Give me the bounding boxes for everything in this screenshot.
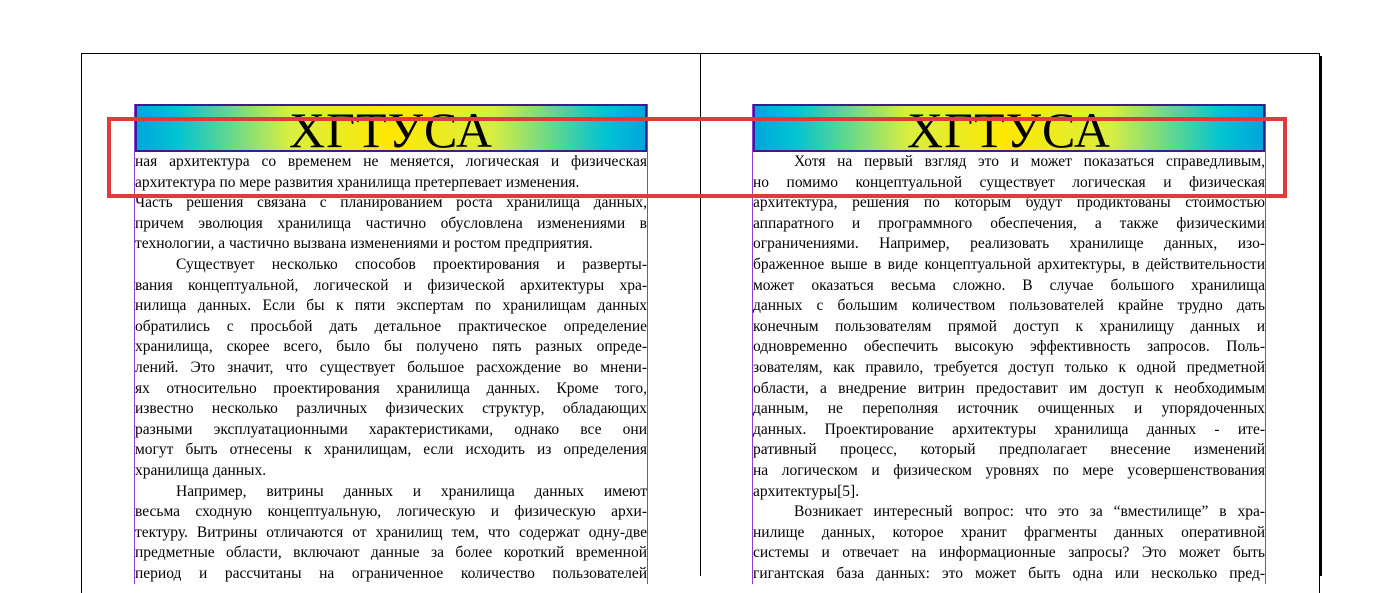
text-line: технологии, а частично вызвана изменениями и ростом предприятия. (135, 235, 593, 253)
text-line: ративный процесс, который предполагает внесение изменений (753, 441, 1265, 459)
text-line: архитектура, решения по которым будут продиктованы стоимостью (753, 194, 1265, 212)
text-line: вания концептуальной, логической и физической архитектуры хра- (135, 276, 647, 294)
selection-highlight-box (107, 117, 1287, 198)
text-line: ная архитектура со временем не меняется, логическая и физическая (135, 153, 647, 170)
text-line: области, а внедрение витрин предоставит им доступ к необходимым (753, 379, 1265, 397)
text-line: зователям, как правило, требуется доступ только к одной предметной (753, 358, 1265, 376)
text-line: известно несколько различных физических структур, обладающих (135, 400, 647, 418)
text-line: на логическом и физическом уровнях по мере усовершенствования (753, 461, 1265, 479)
text-line: нилище данных, которое хранит фрагменты данных оперативной (753, 523, 1265, 541)
left-page-body-text (135, 152, 647, 584)
left-page-header-title: ХГТУСА (289, 104, 493, 152)
right-page-header-title: ХГТУСА (907, 104, 1111, 152)
text-line: причем эволюция хранилища частично обусловлена изменениями в (135, 214, 647, 232)
text-line: период и рассчитаны на ограниченное количество пользователей (135, 564, 647, 582)
text-line: архитектура по мере развития хранилища претерпевает изменения. (135, 173, 580, 191)
text-line: нилища данных. Если бы к пяти экспертам по хранилищам данных (135, 297, 647, 315)
text-line: конечным пользователям прямой доступ к хранилищу данных и (753, 317, 1265, 335)
text-line: обратились с просьбой дать детальное практическое определение (135, 317, 647, 335)
text-line: хранилища данных. (135, 461, 267, 479)
page-shadow (1319, 56, 1322, 576)
text-line: ограничениями. Например, реализовать хранилище данных, изо- (753, 235, 1265, 253)
right-page-body-text (753, 152, 1265, 584)
text-line: могут быть отнесены к хранилищам, если исходить из определения (135, 441, 647, 459)
text-line: ях относительно проектирования хранилища данных. Кроме того, (135, 379, 647, 397)
text-line: данных. Проектирование архитектуры хранилища данных - ите- (753, 420, 1265, 438)
text-line: архитектуры[5]. (753, 482, 860, 500)
text-line: гигантская база данных: это может быть одна или несколько пред- (753, 564, 1265, 582)
text-line: браженное выше в виде концептуальной архитектуры, в действительности (753, 255, 1265, 273)
text-line: Хотя на первый взгляд это и может показаться справедливым, (794, 153, 1265, 170)
text-line: Например, витрины данных и хранилища данных имеют (176, 482, 647, 500)
text-line: данных с большим количеством пользователей крайне трудно дать (753, 297, 1265, 315)
text-line: весьма сходную концептуальную, логическую и физическую архи- (135, 503, 647, 521)
text-line: Часть решения связана с планированием роста хранилища данных, (135, 194, 647, 212)
text-line: но помимо концептуальной существует логическая и физическая (753, 173, 1265, 191)
text-line: системы и отвечает на информационные запросы? Это может быть (753, 544, 1265, 562)
text-line: лений. Это значит, что существует большое расхождение во мнени- (135, 358, 647, 376)
text-line: одновременно обеспечить высокую эффективность запросов. Поль- (753, 338, 1265, 356)
text-line: тектуру. Витрины отличаются от хранилищ тем, что содержат одну-две (135, 523, 647, 541)
text-line: Возникает интересный вопрос: что это за “вместилище” в хра- (794, 503, 1265, 521)
text-line: может оказаться весьма сложно. В случае большого хранилища (753, 276, 1265, 294)
text-line: хранилища, скорее всего, было бы получено пять разных опреде- (135, 338, 647, 356)
text-line: аппаратного и программного обеспечения, а также физическими (753, 214, 1265, 232)
text-line: разными эксплуатационными характеристиками, однако все они (135, 420, 647, 438)
text-line: предметные области, включают данные за более короткий временной (135, 544, 647, 562)
text-line: Существует несколько способов проектирования и разверты- (176, 255, 647, 273)
text-line: данным, не переполняя источник очищенных и упорядоченных (753, 400, 1265, 418)
